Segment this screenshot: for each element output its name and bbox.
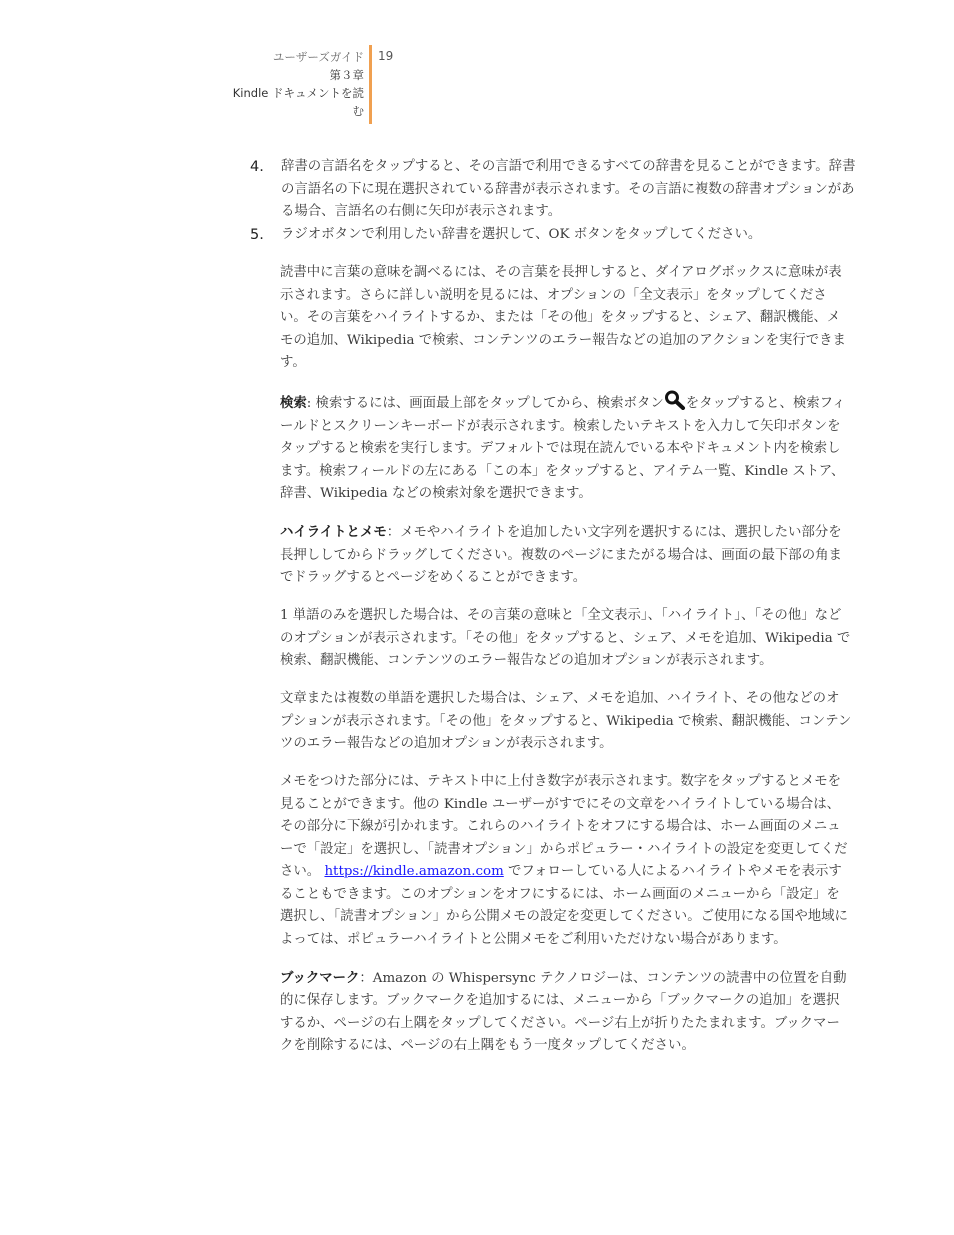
list-item	[250, 156, 856, 224]
paragraph-notes	[280, 771, 852, 951]
search-text-a: : 検索するには、画面最上部をタップしてから、検索ボタン	[306, 396, 664, 411]
chapter-label: 第３章	[329, 68, 364, 82]
step-number: 5.	[250, 226, 264, 243]
search-text-b: をタップすると、検索フィールドとスクリーンキーボードが表示されます。検索したいテキストを入力して矢印ボタンをタップすると検索を実行します。デフォルトでは現在読んでいる本やドキュメント内を検索します。検索フィールドの左にある「この本」をタップすると、アイテム一覧、Kindle ストア、辞書、Wikipedia などの検索対象を選択できます。	[280, 396, 846, 501]
step-text: 辞書の言語名をタップすると、その言語で利用できるすべての辞書を見ることができます。辞書の言語名の下に現在選択されている辞書が表示されます。その言語に複数の辞書オプションがある場合、言語名の右側に矢印が表示されます。	[281, 159, 856, 219]
list-item	[250, 224, 856, 247]
highlight-heading: ハイライトとメモ	[280, 524, 387, 540]
guide-label: ユーザーズガイド	[272, 50, 364, 64]
bookmark-text: ：Amazon の Whispersync テクノロジーは、コンテンツの読書中の位置を自動的に保存します。ブックマークを追加するには、メニューから「ブックマークの追加」を選択するか、ページの右上隅をタップしてください。ページ右上が折りたたまれます。ブックマークを削除するには、ページの右上隅をもう一度タップしてください。	[280, 970, 847, 1053]
highlight-text: ：メモやハイライトを追加したい文字列を選択するには、選択したい部分を長押ししてからドラッグしてください。複数のページにまたがる場合は、画面の最下部の角までドラッグするとページをめくることができます。	[280, 525, 842, 585]
notes-text-b: でフォローしている人によるハイライトやメモを表示することもできます。このオプションをオフにするには、ホーム画面のメニューから「設定」を選択し、「読書オプション」から公開メモの設定を変更してください。ご使用になる国や地域によっては、ポピュラーハイライトと公開メモをご利用いただけない場合があります。	[280, 864, 848, 947]
paragraph-multi-word: 文章または複数の単語を選択した場合は、シェア、メモを追加、ハイライト、その他などのオプションが表示されます。「その他」をタップすると、Wikipedia で検索、翻訳機能、コンテンツのエラー報告などの追加オプションが表示されます。	[280, 691, 852, 751]
paragraph-dictionary: 読書中に言葉の意味を調べるには、その言葉を長押しすると、ダイアログボックスに意味が表示されます。さらに詳しい説明を見るには、オプションの「全文表示」をタップしてください。その言葉をハイライトするか、または「その他」をタップすると、シェア、翻訳機能、メモの追加、Wikipedia で検索、コンテンツのエラー報告などの追加のアクションを実行できます。	[280, 265, 846, 370]
notes-text-a: メモをつけた部分には、テキスト中に上付き数字が表示されます。数字をタップするとメモを見ることができます。他の Kindle ユーザーがすでにその文章をハイライトしている場合は、その部分に下線が引かれます。これらのハイライトをオフにする場合は、ホーム画面のメニューで「設定」を選択し、「読書オプション」からポピュラー・ハイライトの設定を変更してください。	[280, 774, 848, 879]
magnifier-icon	[664, 390, 686, 410]
page-number: 19	[378, 49, 394, 63]
paragraph-bookmark	[280, 967, 852, 1058]
paragraph-single-word: 1 単語のみを選択した場合は、その言葉の意味と「全文表示」、「ハイライト」、「その他」などのオプションが表示されます。「その他」をタップすると、シェア、メモを追加、Wikipedia で検索、翻訳機能、コンテンツのエラー報告などの追加オプションが表示されます。	[280, 608, 851, 668]
step-text: ラジオボタンで利用したい辞書を選択して、OK ボタンをタップしてください。	[281, 226, 762, 242]
chapter-title: Kindle ドキュメントを読む	[232, 86, 364, 118]
header-accent-bar	[369, 45, 372, 124]
running-header	[222, 48, 364, 120]
bookmark-heading: ブックマーク	[280, 969, 360, 986]
step-list	[250, 156, 856, 246]
kindle-link[interactable]: https://kindle.amazon.com	[324, 864, 504, 879]
paragraph-highlight	[280, 521, 852, 590]
paragraph-search	[280, 390, 852, 506]
body-text	[280, 262, 852, 1073]
search-heading: 検索	[280, 395, 307, 411]
step-number: 4.	[250, 159, 264, 175]
